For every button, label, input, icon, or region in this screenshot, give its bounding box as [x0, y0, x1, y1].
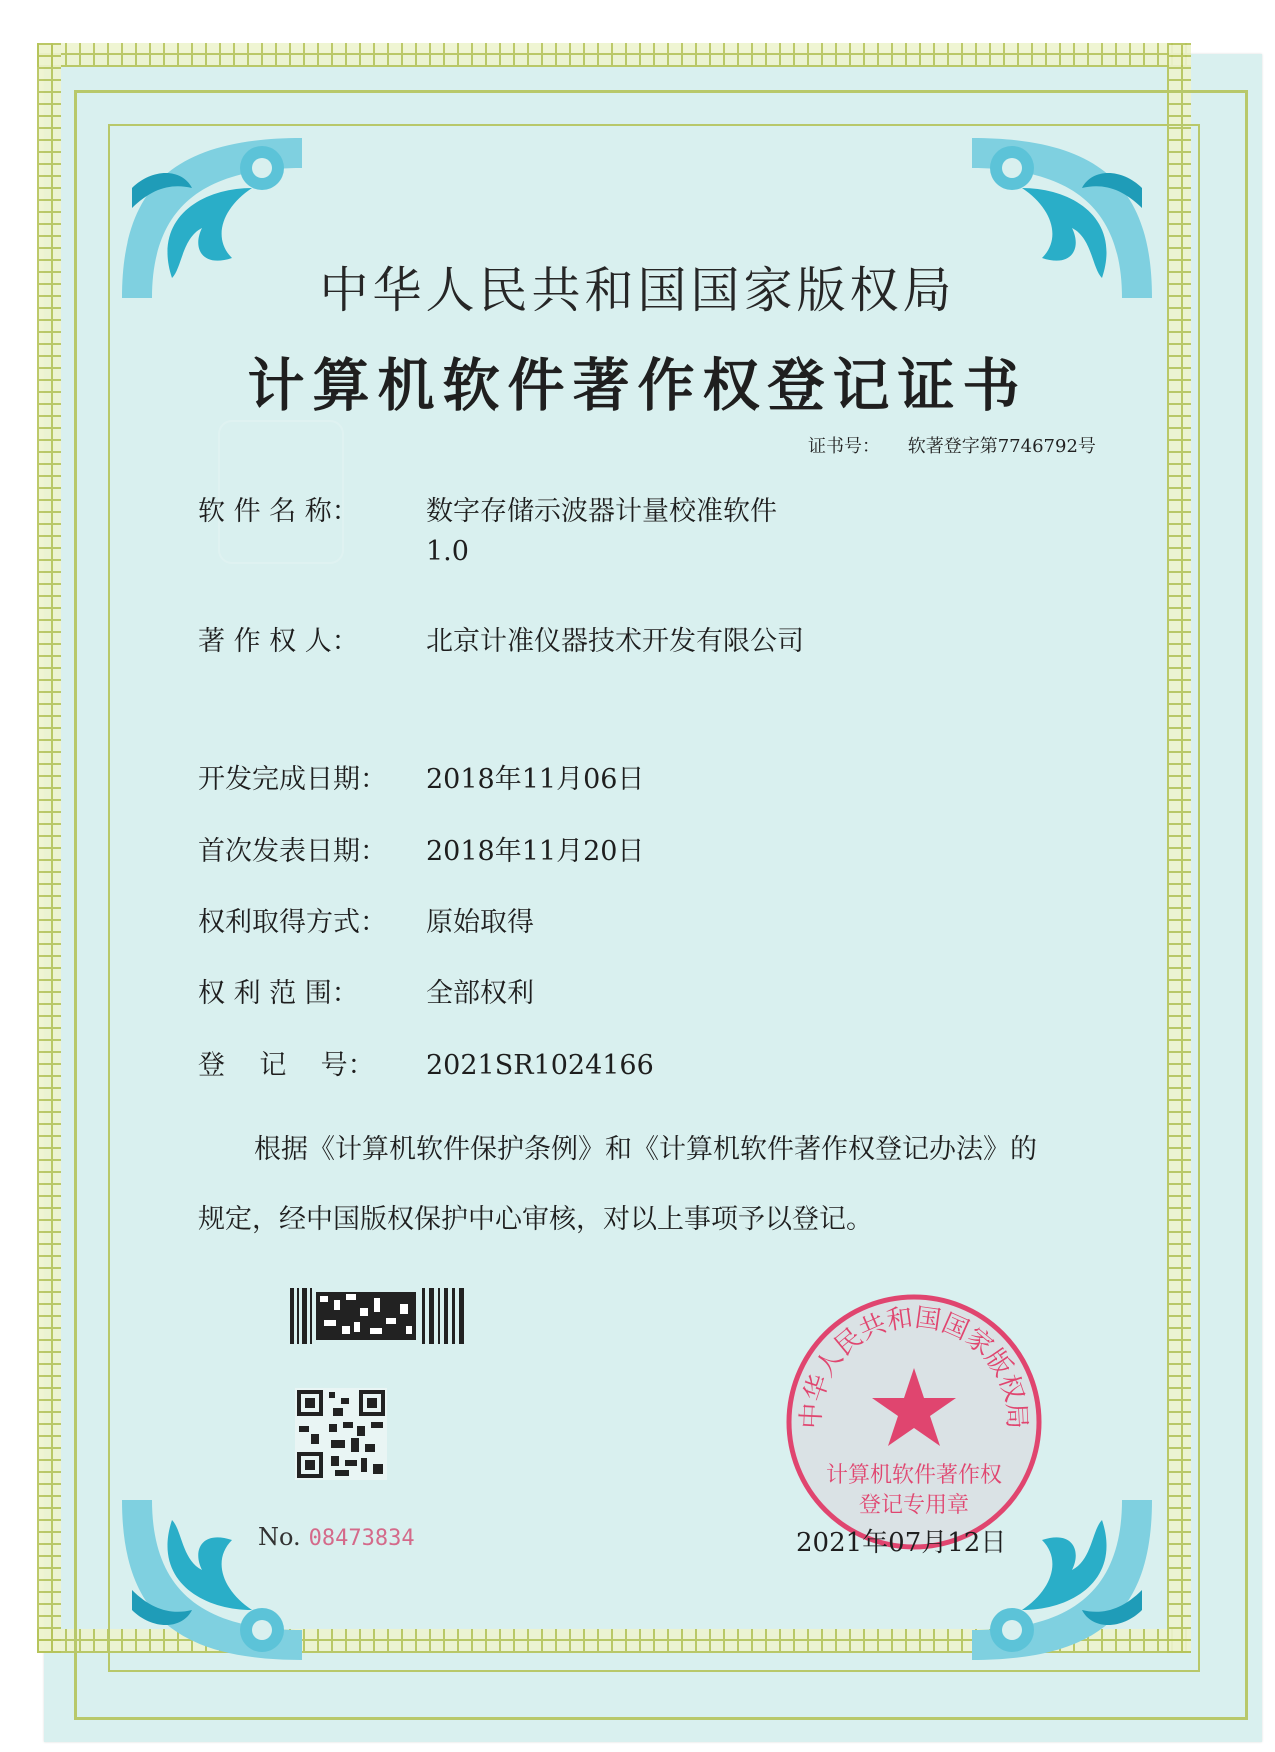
field-dev-date: [198, 760, 644, 800]
issuing-authority: 中华人民共和国国家版权局: [319, 262, 956, 319]
field-label: 权 利 范 围：: [198, 978, 359, 1009]
certificate-title: 计算机软件著作权登记证书: [247, 353, 1028, 419]
field-label: 著 作 权 人：: [198, 626, 359, 657]
certificate-number-label: 证书号：: [808, 436, 880, 457]
official-seal: [782, 1290, 1046, 1554]
seal-line-2: 登记专用章: [858, 1493, 970, 1518]
field-value: 数字存储示波器计量校准软件: [426, 496, 777, 527]
field-copyright-holder: [198, 622, 804, 662]
field-label: 权利取得方式：: [198, 907, 387, 938]
field-software-name: [198, 492, 777, 572]
field-value-version: 1.0: [426, 536, 469, 567]
statement-line-2: 规定，经中国版权保护中心审核，对以上事项予以登记。: [198, 1204, 873, 1235]
qr-code: [295, 1388, 387, 1480]
field-value: 2018年11月20日: [426, 836, 645, 867]
serial-number: [258, 1523, 415, 1551]
statement-line-1: 根据《计算机软件保护条例》和《计算机软件著作权登记办法》的: [254, 1134, 1037, 1165]
field-label: 首次发表日期：: [198, 836, 387, 867]
field-value: 2021SR1024166: [426, 1050, 654, 1081]
issue-date: 2021年07月12日: [796, 1528, 1007, 1558]
field-acquisition-method: [198, 903, 534, 943]
field-value: 2018年11月06日: [426, 764, 645, 795]
certificate-number: [808, 432, 1096, 458]
border-pattern-top: [37, 43, 1191, 67]
seal-line-1: 计算机软件著作权: [825, 1463, 1003, 1488]
corner-ornament-bottom-left: [112, 1490, 312, 1670]
serial-prefix: No.: [258, 1523, 301, 1551]
field-registration-number: [198, 1046, 654, 1086]
field-value: 全部权利: [426, 978, 534, 1009]
serial-value: 08473834: [308, 1526, 415, 1551]
barcode: [290, 1288, 466, 1344]
field-value: 北京计准仪器技术开发有限公司: [426, 626, 804, 657]
field-value: 原始取得: [426, 907, 534, 938]
field-label: 软 件 名 称：: [198, 496, 359, 527]
field-rights-scope: [198, 974, 534, 1014]
certificate-number-value: 软著登字第7746792号: [907, 436, 1096, 457]
field-label: 登 记 号：: [198, 1050, 375, 1081]
seal-ring-text: 中华人民共和国国家版权局: [796, 1303, 1032, 1430]
field-first-publish-date: [198, 832, 644, 872]
field-label: 开发完成日期：: [198, 764, 387, 795]
